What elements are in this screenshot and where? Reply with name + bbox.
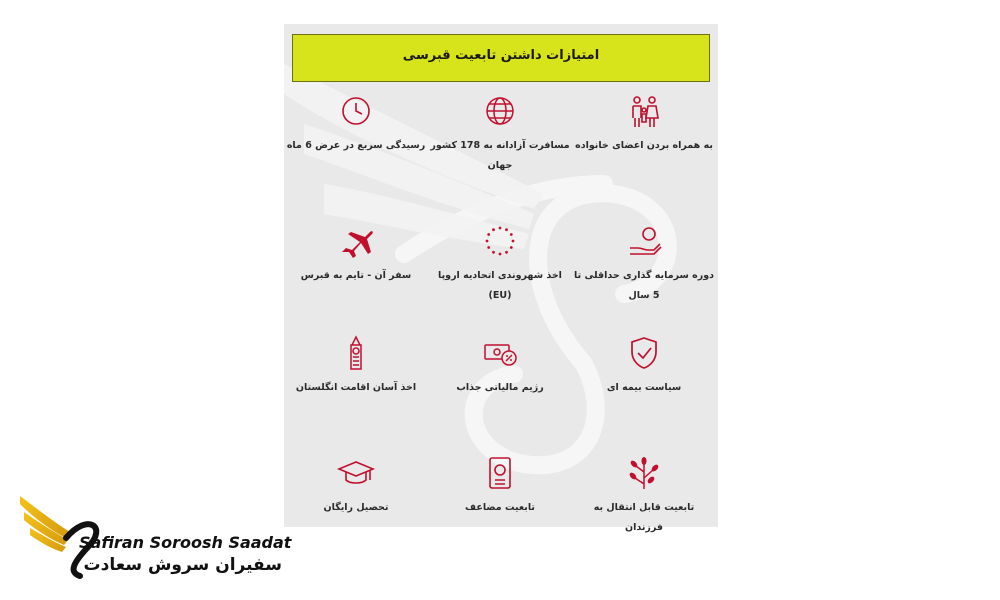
benefit-tax-regime <box>428 336 572 446</box>
graduation-cap-icon <box>336 456 376 490</box>
title-banner <box>292 34 710 82</box>
passport-icon <box>480 456 520 490</box>
clock-icon <box>336 94 376 128</box>
benefit-visa-free-travel <box>428 94 572 204</box>
benefit-free-education <box>284 456 428 566</box>
benefit-label: تحصیل رایگان <box>323 502 389 513</box>
investment-icon <box>624 224 664 258</box>
benefit-label: مسافرت آزادانه به 178 کشور جهان <box>430 140 570 171</box>
tax-icon <box>480 336 520 370</box>
benefit-label: به همراه بردن اعضای خانواده <box>575 140 713 151</box>
family-icon <box>624 94 664 128</box>
infographic-panel <box>284 24 718 533</box>
benefit-label: رسیدگی سریع در عرض 6 ماه <box>286 140 426 151</box>
benefit-label: اخذ آسان اقامت انگلستان <box>295 382 417 393</box>
benefit-label: تابعیت مضاعف <box>465 502 535 513</box>
benefit-label: تابعیت قابل انتقال به فرزندان <box>593 502 695 533</box>
benefit-uk-residency <box>284 336 428 446</box>
logo-text-latin: Safiran Soroosh Saadat <box>79 533 292 552</box>
benefit-label: سفر آن - تایم به قبرس <box>300 270 412 281</box>
big-ben-icon <box>336 336 376 370</box>
benefit-label: رژیم مالیاتی جذاب <box>456 382 544 393</box>
benefit-label: دوره سرمایه گذاری حداقلی تا 5 سال <box>574 270 714 301</box>
shield-icon <box>624 336 664 370</box>
benefit-label: سیاست بیمه ای <box>606 382 682 393</box>
benefit-transferable-citizenship <box>572 456 716 566</box>
benefit-insurance <box>572 336 716 446</box>
benefit-investment <box>572 224 716 334</box>
benefit-label: اخذ شهروندی اتحادیه اروپا (EU) <box>438 270 562 301</box>
globe-icon <box>480 94 520 128</box>
benefit-on-time-travel <box>284 224 428 334</box>
benefit-eu-citizenship <box>428 224 572 334</box>
benefit-fast-processing <box>284 94 428 204</box>
page-title: امتیازات داشتن تابعیت قبرسی <box>402 48 600 63</box>
benefit-dual-citizenship <box>428 456 572 566</box>
logo-text-persian: سفیران سروش سعادت <box>83 555 282 575</box>
tree-icon <box>624 456 664 490</box>
benefit-family <box>572 94 716 204</box>
airplane-icon <box>336 224 376 258</box>
eu-stars-icon <box>480 224 520 258</box>
